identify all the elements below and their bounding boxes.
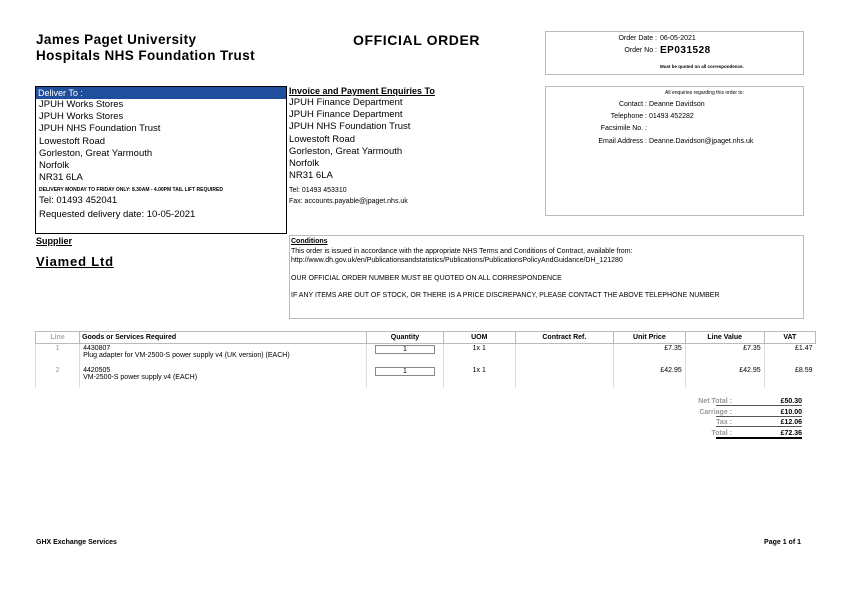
document-title: OFFICIAL ORDER — [353, 32, 481, 48]
delivery-note: DELIVERY MONDAY TO FRIDAY ONLY: 8.30AM - 4.00PM TAIL LIFT REQUIRED — [39, 187, 223, 194]
column-header: Goods or Services Required — [80, 332, 367, 344]
total-label: Total : — [711, 429, 732, 437]
deliver-telephone: Tel: 01493 452041 — [39, 195, 118, 207]
column-header: Quantity — [367, 332, 444, 344]
order-info-box — [545, 31, 804, 75]
tax-row — [620, 419, 802, 430]
contract-ref — [515, 366, 613, 388]
column-header: Line Value — [685, 332, 764, 344]
deliver-address — [36, 99, 286, 184]
telephone-number: 01493 452282 — [649, 113, 694, 120]
uom: 1x 1 — [443, 344, 515, 366]
organisation-name — [36, 32, 255, 64]
org-line-2: Hospitals NHS Foundation Trust — [36, 48, 256, 63]
tax: £12.06 — [716, 419, 802, 427]
supplier-label: Supplier — [36, 236, 73, 246]
enquiries-contact-box — [545, 86, 804, 216]
column-header: UOM — [443, 332, 515, 344]
quantity-field[interactable]: 1 — [375, 367, 435, 376]
carriage-row — [620, 409, 802, 420]
uom: 1x 1 — [443, 366, 515, 388]
invoice-line: Norfolk — [289, 158, 320, 170]
column-header: Line — [36, 332, 80, 344]
item-code: 4420505 — [83, 366, 111, 374]
invoice-line: NR31 6LA — [289, 170, 333, 182]
column-header: VAT — [764, 332, 815, 344]
deliver-line: JPUH Works Stores — [39, 111, 124, 123]
stock-notice: IF ANY ITEMS ARE OUT OF STOCK, OR THERE IS A PRICE DISCREPANCY, PLEASE CONTACT THE ABOVE TELEPHONE NUMBER — [291, 292, 720, 299]
email-address: Deanne.Davidson@jpaget.nhs.uk — [649, 138, 754, 145]
carriage-label: Carriage : — [699, 408, 732, 416]
item-description-cell — [80, 366, 367, 388]
grand-total: £72.36 — [716, 430, 802, 439]
supplier-name: Viamed Ltd — [36, 254, 114, 269]
deliver-line: Norfolk — [39, 160, 70, 172]
conditions-box — [289, 235, 804, 319]
invoice-line: JPUH Finance Department — [289, 97, 403, 108]
deliver-heading: Deliver To : — [36, 87, 286, 99]
invoice-line: Lowestoft Road — [289, 133, 356, 145]
vat: £8.59 — [764, 366, 815, 388]
deliver-to-box — [35, 86, 287, 234]
net-total-label: Net Total : — [698, 398, 732, 405]
column-header: Unit Price — [614, 332, 686, 344]
quantity-field[interactable]: 1 — [375, 345, 435, 354]
conditions-heading: Conditions — [291, 238, 328, 245]
item-code: 4430807 — [83, 345, 111, 352]
tax-label: Tax : — [716, 419, 732, 426]
enquiries-intro: All enquiries regarding this order to: — [665, 90, 744, 96]
quote-order-notice: OUR OFFICIAL ORDER NUMBER MUST BE QUOTED ON ALL CORRESPONDENCE — [291, 275, 562, 282]
order-totals — [620, 398, 802, 440]
unit-price: £42.95 — [614, 366, 686, 388]
deliver-line: JPUH Works Stores — [39, 99, 124, 110]
column-header: Contract Ref. — [515, 332, 613, 344]
quote-note: Must be quoted on all correspondence. — [660, 64, 744, 69]
deliver-line: NR31 6LA — [39, 172, 83, 184]
order-date-label: Order Date : — [618, 35, 657, 42]
footer-provider: GHX Exchange Services — [36, 539, 117, 546]
facsimile-label: Facsimile No. : — [600, 125, 647, 132]
line-number: 2 — [36, 366, 80, 388]
requested-delivery-date: Requested delivery date: 10-05-2021 — [39, 209, 196, 221]
invoice-telephone: Tel: 01493 453310 — [289, 187, 347, 195]
invoice-fax: Fax: accounts.payable@jpaget.nhs.uk — [289, 198, 408, 206]
deliver-line: Gorleston, Great Yarmouth — [39, 147, 153, 159]
table-row — [36, 344, 816, 366]
item-description-cell — [80, 344, 367, 366]
conditions-text: This order is issued in accordance with the appropriate NHS Terms and Conditions of Contract, available from: http://www.dh.gov.uk/en/Publicationsandstatistics/Publications/PublicationsPolicyAndGuidance/DH_121280 — [291, 248, 633, 264]
order-date: 06-05-2021 — [660, 35, 696, 42]
unit-price: £7.35 — [614, 344, 686, 366]
org-line-1: James Paget University — [36, 32, 197, 47]
invoice-line: Gorleston, Great Yarmouth — [289, 145, 403, 157]
invoice-address — [289, 97, 544, 182]
line-number: 1 — [36, 344, 80, 366]
order-items-table — [35, 331, 816, 388]
item-description: Plug adapter for VM-2500-S power supply v4 (UK version) (EACH) — [83, 352, 290, 359]
net-total-row — [620, 398, 802, 409]
item-description: VM-2500-S power supply v4 (EACH) — [83, 373, 198, 381]
vat: £1.47 — [764, 344, 815, 366]
order-no-label: Order No : — [624, 47, 657, 54]
invoice-line: JPUH Finance Department — [289, 109, 403, 121]
deliver-line: JPUH NHS Foundation Trust — [39, 123, 161, 135]
deliver-line: Lowestoft Road — [39, 135, 106, 147]
contact-label: Contact : — [618, 101, 647, 108]
contact-name: Deanne Davidson — [649, 101, 705, 108]
page-number: Page 1 of 1 — [764, 539, 801, 546]
table-header-row — [36, 332, 816, 344]
grand-total-row — [620, 430, 802, 441]
order-number: EP031528 — [660, 45, 711, 56]
email-label: Email Address : — [598, 138, 647, 145]
telephone-label: Telephone : — [610, 113, 647, 120]
line-value: £42.95 — [685, 366, 764, 388]
table-row — [36, 366, 816, 388]
contract-ref — [515, 344, 613, 366]
invoice-heading: Invoice and Payment Enquiries To — [289, 86, 435, 96]
line-value: £7.35 — [685, 344, 764, 366]
net-total: £50.30 — [716, 398, 802, 406]
carriage: £10.00 — [716, 409, 802, 417]
invoice-enquiries — [289, 86, 544, 214]
invoice-line: JPUH NHS Foundation Trust — [289, 121, 411, 133]
